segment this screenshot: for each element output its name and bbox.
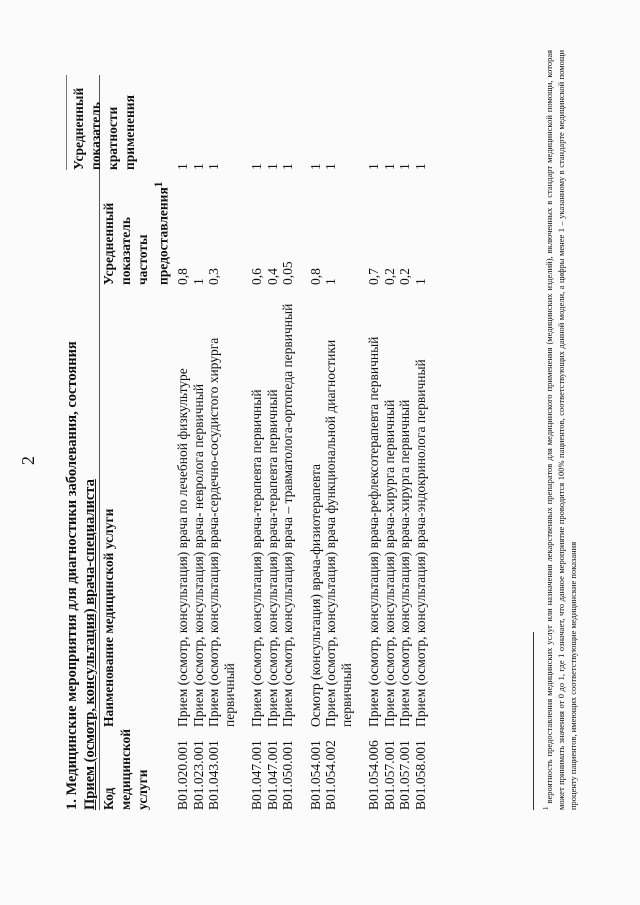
service-multiplicity: 1 xyxy=(264,163,280,170)
section-title: 1. Медицинские мероприятия для диагностики заболевания, состояния xyxy=(64,341,80,810)
service-frequency: 0,8 xyxy=(307,268,323,285)
service-name: Осмотр (консультация) врача-физиотерапевта xyxy=(307,463,323,727)
service-frequency: 0,8 xyxy=(175,268,190,285)
table-row xyxy=(382,50,398,810)
column-header-frequency-text: Усредненный показатель частоты предоставления xyxy=(101,187,171,285)
service-code: B01.043.001 xyxy=(206,740,221,810)
footnote-mark: 1 xyxy=(542,806,550,810)
service-table xyxy=(175,50,428,810)
service-code: B01.057.001 xyxy=(381,740,397,810)
service-frequency: 0,3 xyxy=(206,268,221,285)
service-multiplicity: 1 xyxy=(323,163,338,170)
row-gap xyxy=(354,50,366,810)
footnote-ref: 1 xyxy=(153,181,165,188)
footnote xyxy=(540,50,579,810)
table-row xyxy=(397,50,413,810)
service-name: Прием (осмотр, консультация) врача- невролога первичный xyxy=(190,383,206,727)
service-name: Прием (осмотр, консультация) врача-терапевта первичный xyxy=(264,389,280,727)
service-multiplicity: 1 xyxy=(412,163,428,170)
service-frequency: 1 xyxy=(323,278,338,285)
service-multiplicity: 1 xyxy=(307,163,323,170)
service-name: Прием (осмотр, консультация) врача-эндокринолога первичный xyxy=(412,359,428,727)
service-frequency: 0,7 xyxy=(366,268,381,285)
service-frequency: 0,4 xyxy=(264,268,280,285)
table-row xyxy=(175,50,191,810)
service-code: B01.054.001 xyxy=(307,740,323,810)
table-row xyxy=(323,50,354,810)
service-code: B01.047.001 xyxy=(249,740,264,810)
service-multiplicity: 1 xyxy=(175,163,190,170)
service-frequency: 0,2 xyxy=(397,268,412,285)
table-row xyxy=(191,50,207,810)
column-header-name: Наименование медицинской услуги xyxy=(101,508,116,727)
service-code: B01.058.001 xyxy=(412,740,428,810)
service-code: B01.047.001 xyxy=(264,740,280,810)
service-code: B01.020.001 xyxy=(175,740,190,810)
service-frequency: 0,2 xyxy=(381,268,397,285)
service-frequency: 1 xyxy=(412,278,428,285)
column-header-frequency xyxy=(100,175,172,285)
table-row xyxy=(249,50,265,810)
page-number: 2 xyxy=(18,456,38,465)
service-name: Прием (осмотр, консультация) врача-рефлексотерапевта первичный xyxy=(366,336,381,727)
service-name: Прием (осмотр, консультация) врача-хирурга первичный xyxy=(381,399,397,727)
service-code: B01.054.002 xyxy=(323,740,338,810)
service-code: B01.023.001 xyxy=(190,740,206,810)
subsection-title: Прием (осмотр, консультация) врача-специалиста xyxy=(82,479,98,810)
service-multiplicity: 1 xyxy=(249,163,264,170)
column-header-multiplicity: Усредненный показатель кратности применения xyxy=(71,87,137,170)
service-multiplicity: 1 xyxy=(381,163,397,170)
service-name: Прием (осмотр, консультация) врача по лечебной физкультуре xyxy=(175,368,190,727)
service-code: B01.054.006 xyxy=(366,740,381,810)
row-gap xyxy=(296,50,308,810)
table-row xyxy=(280,50,296,810)
service-name: Прием (осмотр, консультация) врача функциональной диагностики первичный xyxy=(323,339,354,727)
footnote-text: вероятность предоставления медицинских услуг или назначения лекарственных препаратов для медицинского применения (медицинских изделий), включенных в стандарт медицинской помощи, которая может принимать значения от 0 до 1, где 1 означает, что данное мероприятие проводится 100% пациентов, соответствующих данной модели, а цифры менее 1 – указанному в стандарте медицинской помощи проценту пациентов, имеющих соответствующие медицинские показания xyxy=(543,49,578,810)
service-code: B01.057.001 xyxy=(397,740,412,810)
service-name: Прием (осмотр, консультация) врача-хирурга первичный xyxy=(397,399,412,727)
table-row xyxy=(413,50,429,810)
service-multiplicity: 1 xyxy=(190,163,206,170)
service-multiplicity: 1 xyxy=(366,163,381,170)
table-row xyxy=(265,50,281,810)
service-frequency: 0,6 xyxy=(249,268,264,285)
service-name: Прием (осмотр, консультация) врача-терапевта первичный xyxy=(249,389,264,727)
service-name: Прием (осмотр, консультация) врача – травматолога-ортопеда первичный xyxy=(280,303,295,727)
service-name: Прием (осмотр, консультация) врача-сердечно-сосудистого хирурга первичный xyxy=(206,337,237,727)
table-row xyxy=(206,50,237,810)
service-multiplicity: 1 xyxy=(206,163,221,170)
service-multiplicity: 1 xyxy=(280,163,295,170)
service-multiplicity: 1 xyxy=(397,163,412,170)
table-row xyxy=(308,50,324,810)
service-frequency: 1 xyxy=(190,278,206,285)
footnote-rule xyxy=(533,632,534,810)
column-header-code: Код медицинской услуги xyxy=(101,728,150,810)
row-gap xyxy=(237,50,249,810)
table-row xyxy=(366,50,382,810)
service-code: B01.050.001 xyxy=(280,740,295,810)
header-rule xyxy=(66,75,67,170)
service-frequency: 0,05 xyxy=(280,261,295,285)
